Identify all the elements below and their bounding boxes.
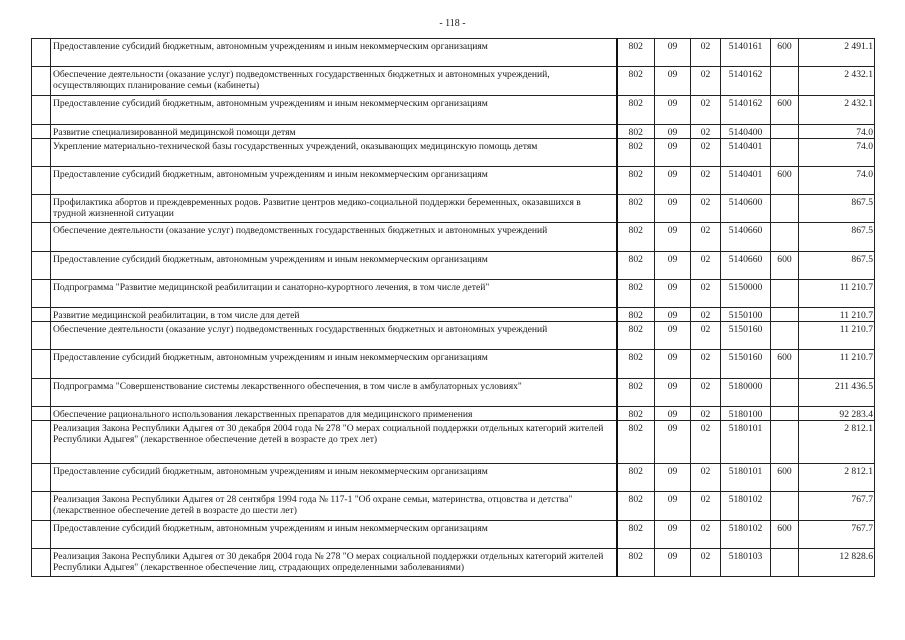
section-code-cell: 09 <box>655 252 691 280</box>
target-code-cell: 5140600 <box>721 195 771 223</box>
expense-type-cell <box>771 492 799 521</box>
row-margin-cell <box>32 280 51 308</box>
target-code-cell: 5140162 <box>721 67 771 96</box>
subsection-code-cell: 02 <box>691 464 721 492</box>
item-name-cell: Предоставление субсидий бюджетным, автономным учреждениям и иным некоммерческим организациям <box>51 96 617 125</box>
table-row <box>32 492 875 521</box>
expense-type-cell <box>771 322 799 350</box>
subsection-code-cell: 02 <box>691 252 721 280</box>
section-code-cell: 09 <box>655 464 691 492</box>
ministry-code-cell: 802 <box>617 280 655 308</box>
table-row <box>32 280 875 308</box>
item-name-cell: Предоставление субсидий бюджетным, автономным учреждениям и иным некоммерческим организациям <box>51 464 617 492</box>
expense-type-cell <box>771 195 799 223</box>
table-row <box>32 139 875 167</box>
expense-type-cell <box>771 407 799 421</box>
item-name-cell: Предоставление субсидий бюджетным, автономным учреждениям и иным некоммерческим организациям <box>51 39 617 67</box>
section-code-cell: 09 <box>655 139 691 167</box>
table-row <box>32 379 875 407</box>
table-row <box>32 549 875 577</box>
amount-cell: 767.7 <box>799 521 875 549</box>
subsection-code-cell: 02 <box>691 67 721 96</box>
item-name-cell: Подпрограмма "Совершенствование системы лекарственного обеспечения, в том числе в амбулаторных условиях" <box>51 379 617 407</box>
ministry-code-cell: 802 <box>617 421 655 464</box>
subsection-code-cell: 02 <box>691 407 721 421</box>
target-code-cell: 5180000 <box>721 379 771 407</box>
ministry-code-cell: 802 <box>617 549 655 577</box>
ministry-code-cell: 802 <box>617 407 655 421</box>
row-margin-cell <box>32 125 51 139</box>
section-code-cell: 09 <box>655 549 691 577</box>
section-code-cell: 09 <box>655 280 691 308</box>
ministry-code-cell: 802 <box>617 308 655 322</box>
target-code-cell: 5140660 <box>721 252 771 280</box>
target-code-cell: 5140400 <box>721 125 771 139</box>
expense-type-cell: 600 <box>771 39 799 67</box>
target-code-cell: 5140660 <box>721 223 771 252</box>
amount-cell: 2 432.1 <box>799 67 875 96</box>
page-number: - 118 - <box>439 18 466 29</box>
section-code-cell: 09 <box>655 350 691 379</box>
ministry-code-cell: 802 <box>617 96 655 125</box>
section-code-cell: 09 <box>655 308 691 322</box>
amount-cell: 74.0 <box>799 125 875 139</box>
row-margin-cell <box>32 308 51 322</box>
expense-type-cell <box>771 421 799 464</box>
item-name-cell: Реализация Закона Республики Адыгея от 30 декабря 2004 года № 278 "О мерах социальной поддержки отдельных категорий жителей Республики Адыгея" (лекарственное обеспечение лиц, страдающих определенными заболеваниями) <box>51 549 617 577</box>
amount-cell: 211 436.5 <box>799 379 875 407</box>
ministry-code-cell: 802 <box>617 252 655 280</box>
ministry-code-cell: 802 <box>617 350 655 379</box>
table-row <box>32 223 875 252</box>
table-row <box>32 322 875 350</box>
subsection-code-cell: 02 <box>691 125 721 139</box>
target-code-cell: 5150160 <box>721 322 771 350</box>
subsection-code-cell: 02 <box>691 379 721 407</box>
amount-cell: 12 828.6 <box>799 549 875 577</box>
subsection-code-cell: 02 <box>691 39 721 67</box>
ministry-code-cell: 802 <box>617 492 655 521</box>
subsection-code-cell: 02 <box>691 280 721 308</box>
table-row <box>32 195 875 223</box>
expense-type-cell <box>771 223 799 252</box>
section-code-cell: 09 <box>655 521 691 549</box>
target-code-cell: 5180100 <box>721 407 771 421</box>
row-margin-cell <box>32 252 51 280</box>
target-code-cell: 5180102 <box>721 492 771 521</box>
item-name-cell: Предоставление субсидий бюджетным, автономным учреждениям и иным некоммерческим организациям <box>51 521 617 549</box>
section-code-cell: 09 <box>655 322 691 350</box>
section-code-cell: 09 <box>655 379 691 407</box>
subsection-code-cell: 02 <box>691 96 721 125</box>
table-row <box>32 464 875 492</box>
subsection-code-cell: 02 <box>691 223 721 252</box>
table-row <box>32 125 875 139</box>
subsection-code-cell: 02 <box>691 308 721 322</box>
table-row <box>32 252 875 280</box>
item-name-cell: Развитие медицинской реабилитации, в том числе для детей <box>51 308 617 322</box>
target-code-cell: 5180103 <box>721 549 771 577</box>
row-margin-cell <box>32 223 51 252</box>
ministry-code-cell: 802 <box>617 379 655 407</box>
expense-type-cell: 600 <box>771 350 799 379</box>
expense-type-cell: 600 <box>771 96 799 125</box>
ministry-code-cell: 802 <box>617 125 655 139</box>
row-margin-cell <box>32 350 51 379</box>
amount-cell: 92 283.4 <box>799 407 875 421</box>
subsection-code-cell: 02 <box>691 421 721 464</box>
row-margin-cell <box>32 139 51 167</box>
subsection-code-cell: 02 <box>691 139 721 167</box>
expense-type-cell <box>771 280 799 308</box>
item-name-cell: Профилактика абортов и преждевременных родов. Развитие центров медико-социальной поддержки беременных, оказавшихся в трудной жизненной ситуации <box>51 195 617 223</box>
section-code-cell: 09 <box>655 223 691 252</box>
section-code-cell: 09 <box>655 492 691 521</box>
target-code-cell: 5140401 <box>721 139 771 167</box>
expense-type-cell: 600 <box>771 464 799 492</box>
subsection-code-cell: 02 <box>691 492 721 521</box>
ministry-code-cell: 802 <box>617 167 655 195</box>
item-name-cell: Обеспечение деятельности (оказание услуг) подведомственных государственных бюджетных и автономных учреждений <box>51 322 617 350</box>
expense-type-cell: 600 <box>771 521 799 549</box>
row-margin-cell <box>32 195 51 223</box>
table-row <box>32 39 875 67</box>
amount-cell: 74.0 <box>799 167 875 195</box>
row-margin-cell <box>32 407 51 421</box>
ministry-code-cell: 802 <box>617 322 655 350</box>
subsection-code-cell: 02 <box>691 195 721 223</box>
item-name-cell: Обеспечение рационального использования лекарственных препаратов для медицинского применения <box>51 407 617 421</box>
amount-cell: 867.5 <box>799 252 875 280</box>
expense-type-cell: 600 <box>771 252 799 280</box>
item-name-cell: Предоставление субсидий бюджетным, автономным учреждениям и иным некоммерческим организациям <box>51 350 617 379</box>
budget-table <box>31 38 875 577</box>
amount-cell: 74.0 <box>799 139 875 167</box>
subsection-code-cell: 02 <box>691 167 721 195</box>
item-name-cell: Подпрограмма "Развитие медицинской реабилитации и санаторно-курортного лечения, в том числе детей" <box>51 280 617 308</box>
amount-cell: 867.5 <box>799 195 875 223</box>
expense-type-cell <box>771 139 799 167</box>
subsection-code-cell: 02 <box>691 549 721 577</box>
ministry-code-cell: 802 <box>617 39 655 67</box>
item-name-cell: Развитие специализированной медицинской помощи детям <box>51 125 617 139</box>
expense-type-cell <box>771 379 799 407</box>
row-margin-cell <box>32 39 51 67</box>
table-row <box>32 521 875 549</box>
row-margin-cell <box>32 464 51 492</box>
expense-type-cell: 600 <box>771 167 799 195</box>
item-name-cell: Предоставление субсидий бюджетным, автономным учреждениям и иным некоммерческим организациям <box>51 167 617 195</box>
item-name-cell: Реализация Закона Республики Адыгея от 30 декабря 2004 года № 278 "О мерах социальной поддержки отдельных категорий жителей Республики Адыгея" (лекарственное обеспечение детей в возрасте до трех лет) <box>51 421 617 464</box>
amount-cell: 767.7 <box>799 492 875 521</box>
expense-type-cell <box>771 125 799 139</box>
amount-cell: 2 812.1 <box>799 421 875 464</box>
amount-cell: 2 491.1 <box>799 39 875 67</box>
section-code-cell: 09 <box>655 167 691 195</box>
item-name-cell: Предоставление субсидий бюджетным, автономным учреждениям и иным некоммерческим организациям <box>51 252 617 280</box>
row-margin-cell <box>32 167 51 195</box>
section-code-cell: 09 <box>655 125 691 139</box>
expense-type-cell <box>771 67 799 96</box>
table-row <box>32 67 875 96</box>
row-margin-cell <box>32 322 51 350</box>
row-margin-cell <box>32 421 51 464</box>
target-code-cell: 5140401 <box>721 167 771 195</box>
table-row <box>32 407 875 421</box>
section-code-cell: 09 <box>655 407 691 421</box>
amount-cell: 11 210.7 <box>799 350 875 379</box>
table-row <box>32 308 875 322</box>
amount-cell: 11 210.7 <box>799 308 875 322</box>
target-code-cell: 5180101 <box>721 421 771 464</box>
item-name-cell: Реализация Закона Республики Адыгея от 28 сентября 1994 года № 117-1 "Об охране семьи, материнства, отцовства и детства" (лекарственное обеспечение детей в возрасте до шести лет) <box>51 492 617 521</box>
row-margin-cell <box>32 379 51 407</box>
subsection-code-cell: 02 <box>691 521 721 549</box>
table-row <box>32 96 875 125</box>
target-code-cell: 5180102 <box>721 521 771 549</box>
ministry-code-cell: 802 <box>617 464 655 492</box>
table-row <box>32 421 875 464</box>
subsection-code-cell: 02 <box>691 350 721 379</box>
amount-cell: 2 812.1 <box>799 464 875 492</box>
ministry-code-cell: 802 <box>617 223 655 252</box>
section-code-cell: 09 <box>655 39 691 67</box>
target-code-cell: 5140161 <box>721 39 771 67</box>
expense-type-cell <box>771 549 799 577</box>
expense-type-cell <box>771 308 799 322</box>
table-row <box>32 350 875 379</box>
amount-cell: 867.5 <box>799 223 875 252</box>
ministry-code-cell: 802 <box>617 139 655 167</box>
row-margin-cell <box>32 549 51 577</box>
item-name-cell: Укрепление материально-технической базы государственных учреждений, оказывающих медицинскую помощь детям <box>51 139 617 167</box>
target-code-cell: 5180101 <box>721 464 771 492</box>
item-name-cell: Обеспечение деятельности (оказание услуг) подведомственных государственных бюджетных и автономных учреждений, осуществляющих планирование семьи (кабинеты) <box>51 67 617 96</box>
section-code-cell: 09 <box>655 96 691 125</box>
target-code-cell: 5150160 <box>721 350 771 379</box>
ministry-code-cell: 802 <box>617 67 655 96</box>
row-margin-cell <box>32 521 51 549</box>
target-code-cell: 5150100 <box>721 308 771 322</box>
target-code-cell: 5140162 <box>721 96 771 125</box>
amount-cell: 11 210.7 <box>799 322 875 350</box>
ministry-code-cell: 802 <box>617 521 655 549</box>
item-name-cell: Обеспечение деятельности (оказание услуг) подведомственных государственных бюджетных и автономных учреждений <box>51 223 617 252</box>
subsection-code-cell: 02 <box>691 322 721 350</box>
table-body <box>32 39 875 577</box>
table-row <box>32 167 875 195</box>
section-code-cell: 09 <box>655 67 691 96</box>
section-code-cell: 09 <box>655 195 691 223</box>
target-code-cell: 5150000 <box>721 280 771 308</box>
row-margin-cell <box>32 492 51 521</box>
amount-cell: 2 432.1 <box>799 96 875 125</box>
ministry-code-cell: 802 <box>617 195 655 223</box>
row-margin-cell <box>32 67 51 96</box>
amount-cell: 11 210.7 <box>799 280 875 308</box>
row-margin-cell <box>32 96 51 125</box>
section-code-cell: 09 <box>655 421 691 464</box>
